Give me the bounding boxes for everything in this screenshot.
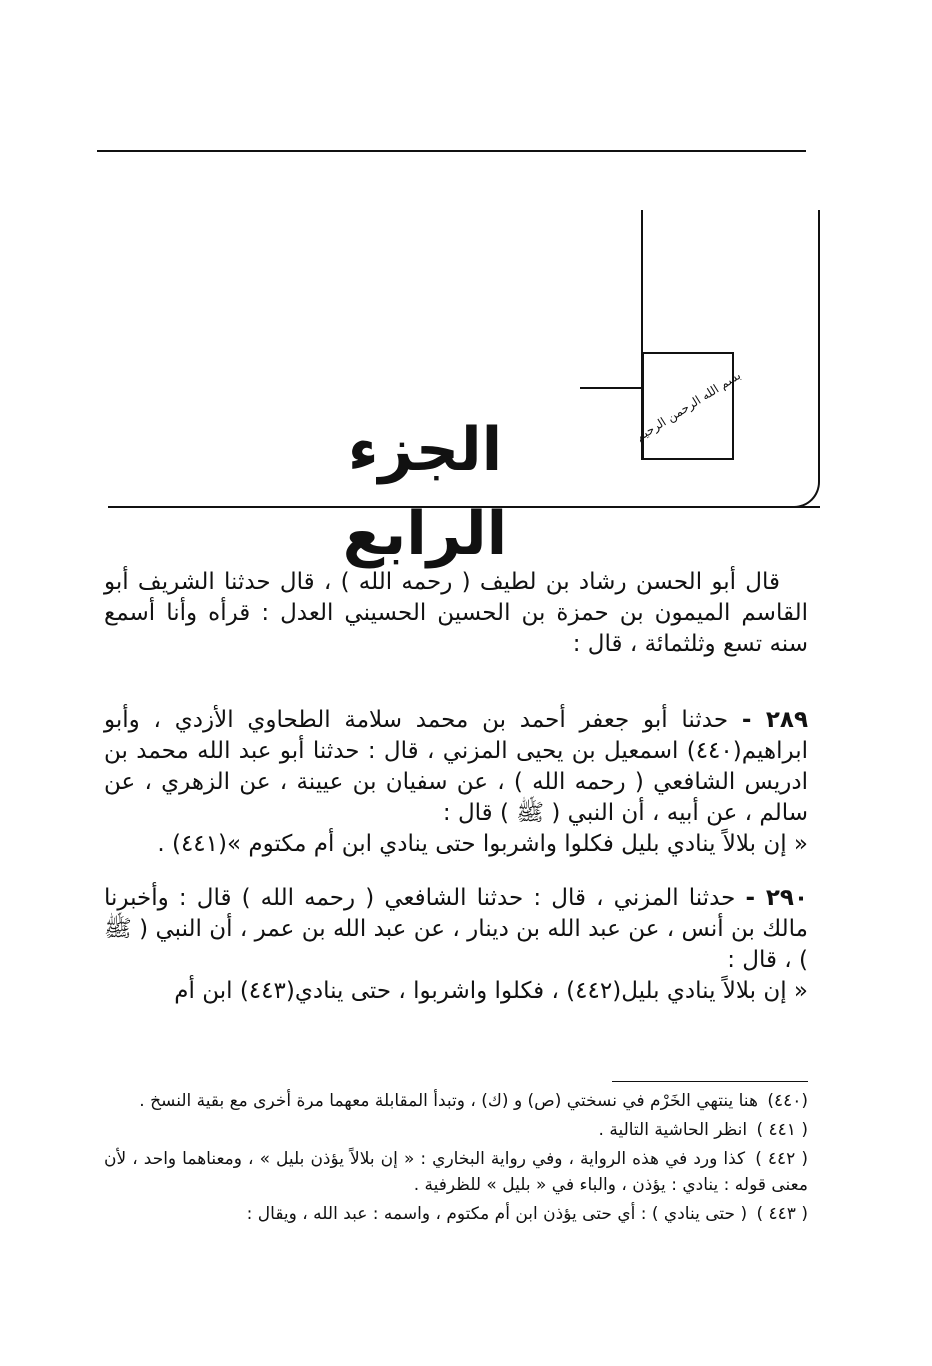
footnote-text: ( حتى ينادي ) : أي حتى يؤذن ابن أم مكتوم ، واسمه : عبد الله ، ويقال : [246,1204,748,1224]
footnote-number: ( ٤٤١ ) [756,1120,808,1140]
intro-paragraph [104,567,808,660]
hadith-number: ٢٩٠ - [745,885,808,911]
footnote-text: كذا ورد في هذه الرواية ، وفي رواية البخاري : « إن بلالاً يؤذن بليل » ، ومعناهما واحد ، لأن معنى قوله : ينادي : يؤذن ، والباء في « بليل » للظرفية . [104,1149,808,1195]
basmala-calligraphy: بسم الله الرحمن الرحيم [633,368,743,444]
hadith-paragraph [104,705,808,829]
part-title: الجزء الرابع [342,415,508,569]
footnote-number: ( ٤٤٣ ) [756,1204,808,1224]
footnote-440 [104,1088,808,1114]
title-frame-horizontal-line [580,387,641,389]
footnote-number: (٤٤٠) [767,1091,808,1111]
hadith-quote: « إن بلالاً ينادي بليل(٤٤٢) ، فكلوا واشربوا ، حتى ينادي(٤٤٣) ابن أم [174,978,808,1004]
footnote-number: ( ٤٤٢ ) [755,1149,808,1169]
intro-text: قال أبو الحسن رشاد بن لطيف ( رحمه الله ) ، قال حدثنا الشريف أبو القاسم الميمون بن حمزة بن الحسين الحسيني العدل : قرأه وأنا أسمع سنه تسع وثلثمائة ، قال : [104,569,808,657]
hadith-quote: « إن بلالاً ينادي بليل فكلوا واشربوا حتى ينادي ابن أم مكتوم »(٤٤١) . [157,831,808,857]
footnotes [104,1088,808,1230]
hadith-paragraph [104,883,808,976]
footnote-text: هنا ينتهي الخَرْم في نسختي (ص) و (ك) ، وتبدأ المقابلة معهما مرة أخرى مع بقية النسخ . [139,1091,758,1111]
hadith-text: حدثنا أبو جعفر أحمد بن محمد سلامة الطحاوي الأزدي ، وأبو ابراهيم(٤٤٠) اسمعيل بن يحيى المزني ، قال : حدثنا أبو عبد الله محمد بن ادريس الشافعي ( رحمه الله ) ، عن سفيان بن عيينة ، عن الزهري ، عن سالم ، عن أبيه ، أن النبي ( ﷺ ) قال : [104,707,808,826]
footnote-443 [104,1201,808,1227]
basmala-box [633,352,743,460]
hadith-number: ٢٨٩ - [741,707,808,733]
hadith-289 [104,705,808,860]
footnote-442 [104,1146,808,1198]
hadith-text: حدثنا المزني ، قال : حدثنا الشافعي ( رحمه الله ) قال : وأخبرنا مالك بن أنس ، عن عبد الله بن دينار ، عن عبد الله بن عمر ، أن النبي ( ﷺ ) ، قال : [104,885,808,973]
hadith-290 [104,883,808,1007]
footnote-text: انظر الحاشية التالية . [598,1120,748,1140]
footnote-441 [104,1117,808,1143]
top-rule [97,150,806,152]
footnote-rule [612,1081,808,1082]
